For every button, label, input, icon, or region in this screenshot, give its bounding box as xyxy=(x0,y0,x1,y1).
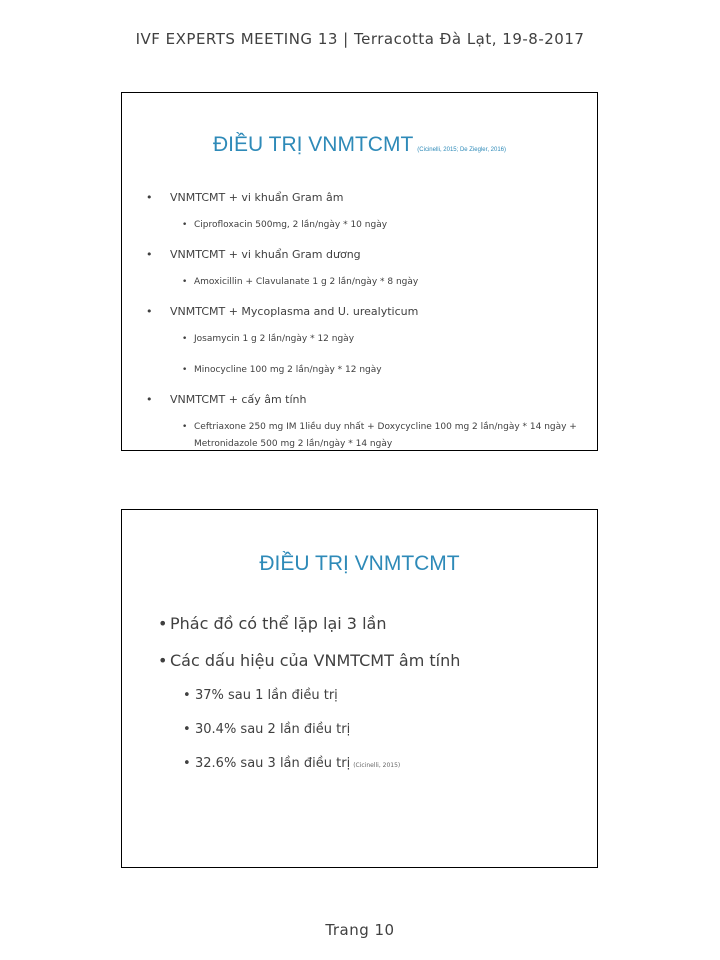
list-item: • VNMTCMT + Mycoplasma and U. urealyticum xyxy=(158,305,578,318)
list-subitem-text: 32.6% sau 3 lần điều trị xyxy=(195,756,351,771)
list-item: • VNMTCMT + vi khuẩn Gram âm xyxy=(158,191,578,204)
list-subitem: • 37% sau 1 lần điều trị xyxy=(156,688,576,703)
list-subitem: • Ceftriaxone 250 mg IM 1liều duy nhất + Doxycycline 100 mg 2 lần/ngày * 14 ngày + Metronidazole 500 mg 2 lần/ngày * 14 ngày xyxy=(158,419,578,453)
list-item: • VNMTCMT + vi khuẩn Gram dương xyxy=(158,248,578,261)
list-subitem: • Amoxicillin + Clavulanate 1 g 2 lần/ngày * 8 ngày xyxy=(158,274,578,291)
list-subitem: • Minocycline 100 mg 2 lần/ngày * 12 ngày xyxy=(158,362,578,379)
list-item: • VNMTCMT + cấy âm tính xyxy=(158,393,578,406)
slide-1 xyxy=(121,92,598,451)
list-subitem: • Josamycin 1 g 2 lần/ngày * 12 ngày xyxy=(158,331,578,348)
slide-title: ĐIỀU TRỊ VNMTCMT xyxy=(259,552,460,575)
slide-title xyxy=(122,133,597,157)
list-item: • Phác đồ có thể lặp lại 3 lần xyxy=(156,614,576,633)
citation: (Cicinelli, 2015) xyxy=(353,762,401,769)
slide-title-text: ĐIỀU TRỊ VNMTCMT xyxy=(213,133,414,156)
list-subitem: • 30.4% sau 2 lần điều trị xyxy=(156,722,576,737)
list-subitem: • Ciprofloxacin 500mg, 2 lần/ngày * 10 ngày xyxy=(158,217,578,234)
page-number: Trang 10 xyxy=(325,921,395,939)
page-header: IVF EXPERTS MEETING 13 | Terracotta Đà Lạt, 19-8-2017 xyxy=(135,30,585,48)
list-subitem xyxy=(156,756,576,771)
bullet-list xyxy=(158,191,578,467)
bullet-list xyxy=(156,614,576,790)
citation: (Cicinelli, 2015; De Ziegler, 2016) xyxy=(417,147,506,153)
slide-2 xyxy=(121,509,598,868)
list-item: • Các dấu hiệu của VNMTCMT âm tính xyxy=(156,651,576,670)
